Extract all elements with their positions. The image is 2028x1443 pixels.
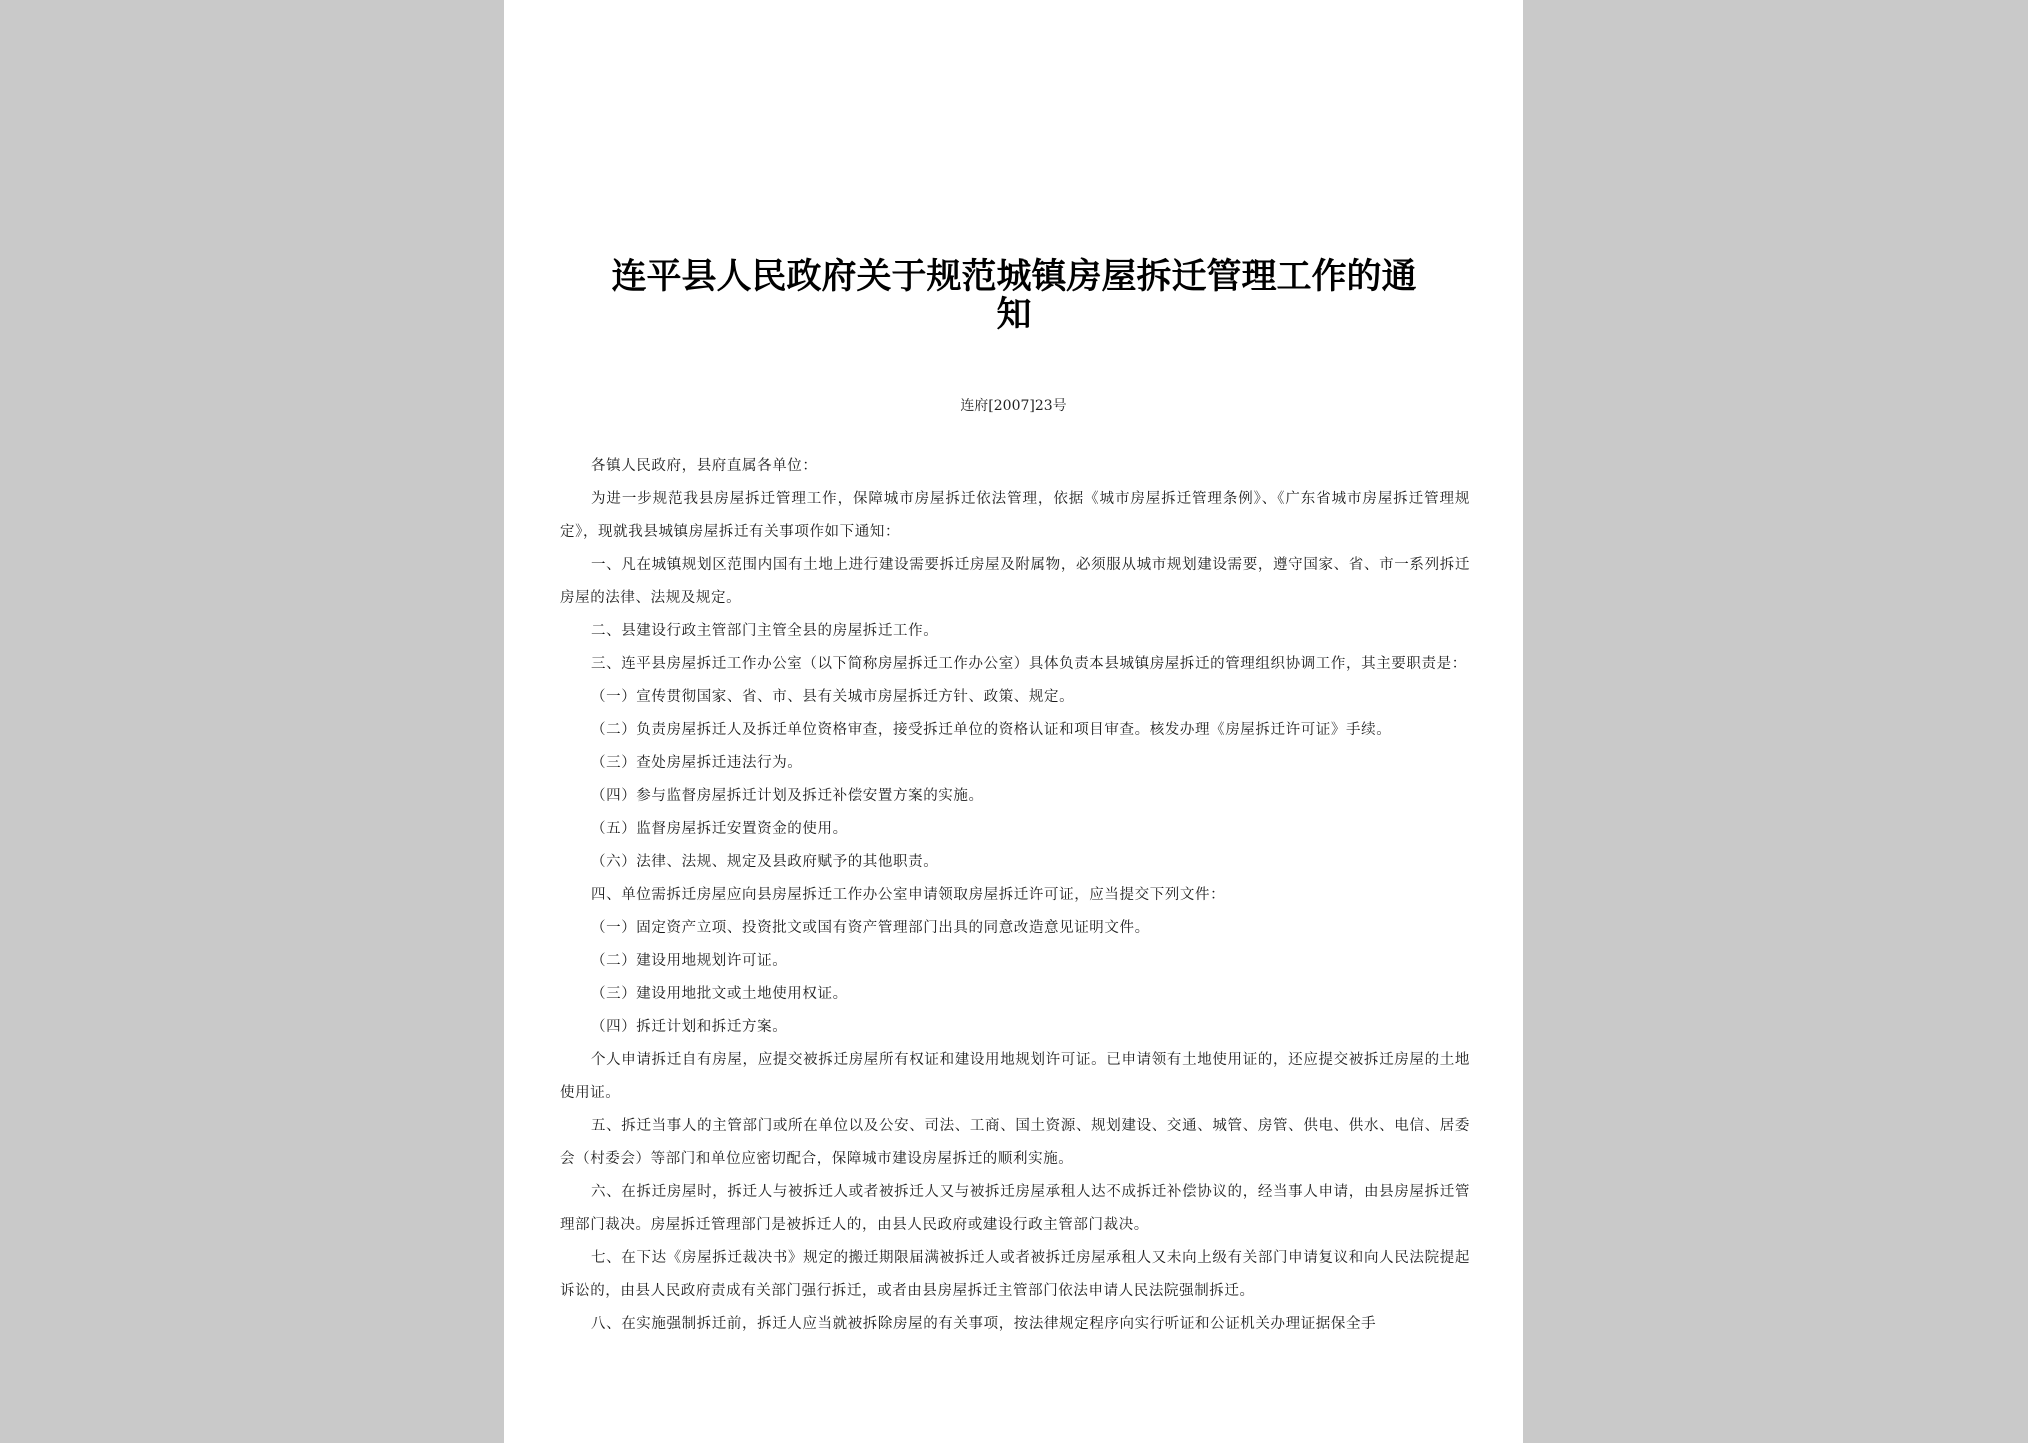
paragraph: （三）建设用地批文或土地使用权证。 xyxy=(591,986,848,1002)
paragraph: 八、在实施强制拆迁前，拆迁人应当就被拆除房屋的有关事项，按法律规定程序向实行听证和公证机关办理证据保全手 xyxy=(591,1316,1377,1332)
paragraph: （二）负责房屋拆迁人及拆迁单位资格审查，接受拆迁单位的资格认证和项目审查。核发办理《房屋拆迁许可证》手续。 xyxy=(591,722,1392,738)
paragraph: （四）拆迁计划和拆迁方案。 xyxy=(591,1019,788,1035)
paragraph: （三）查处房屋拆迁违法行为。 xyxy=(591,755,803,771)
paragraph: （六）法律、法规、规定及县政府赋予的其他职责。 xyxy=(591,854,939,870)
paragraph: 三、连平县房屋拆迁工作办公室（以下简称房屋拆迁工作办公室）具体负责本县城镇房屋拆迁的管理组织协调工作，其主要职责是： xyxy=(591,656,1467,672)
paragraph: 四、单位需拆迁房屋应向县房屋拆迁工作办公室申请领取房屋拆迁许可证，应当提交下列文件： xyxy=(591,887,1226,903)
document-body xyxy=(560,450,1470,1341)
title-line-1: 连平县人民政府关于规范城镇房屋拆迁管理工作的通 xyxy=(611,256,1417,297)
document-page xyxy=(504,0,1523,1443)
paragraph: （五）监督房屋拆迁安置资金的使用。 xyxy=(591,821,848,837)
paragraph: 六、在拆迁房屋时，拆迁人与被拆迁人或者被拆迁人又与被拆迁房屋承租人达不成拆迁补偿协议的，经当事人申请，由县房屋拆迁管理部门裁决。房屋拆迁管理部门是被拆迁人的，由县人民政府或建设行政主管部门裁决。 xyxy=(560,1184,1470,1233)
paragraph: （四）参与监督房屋拆迁计划及拆迁补偿安置方案的实施。 xyxy=(591,788,984,804)
paragraph: （一）固定资产立项、投资批文或国有资产管理部门出具的同意改造意见证明文件。 xyxy=(591,920,1150,936)
paragraph: 为进一步规范我县房屋拆迁管理工作，保障城市房屋拆迁依法管理，依据《城市房屋拆迁管理条例》、《广东省城市房屋拆迁管理规定》，现就我县城镇房屋拆迁有关事项作如下通知： xyxy=(560,491,1470,540)
paragraph: 七、在下达《房屋拆迁裁决书》规定的搬迁期限届满被拆迁人或者被拆迁房屋承租人又未向上级有关部门申请复议和向人民法院提起诉讼的，由县人民政府责成有关部门强行拆迁，或者由县房屋拆迁主管部门依法申请人民法院强制拆迁。 xyxy=(560,1250,1470,1299)
salutation: 各镇人民政府，县府直属各单位： xyxy=(591,458,818,474)
paragraph: 一、凡在城镇规划区范围内国有土地上进行建设需要拆迁房屋及附属物，必须服从城市规划建设需要，遵守国家、省、市一系列拆迁房屋的法律、法规及规定。 xyxy=(560,557,1470,606)
paragraph: 二、县建设行政主管部门主管全县的房屋拆迁工作。 xyxy=(591,623,939,639)
paragraph: （一）宣传贯彻国家、省、市、县有关城市房屋拆迁方针、政策、规定。 xyxy=(591,689,1075,705)
title-line-2: 知 xyxy=(996,294,1032,335)
paragraph: 五、拆迁当事人的主管部门或所在单位以及公安、司法、工商、国土资源、规划建设、交通、城管、房管、供电、供水、电信、居委会（村委会）等部门和单位应密切配合，保障城市建设房屋拆迁的顺利实施。 xyxy=(560,1118,1470,1167)
document-title xyxy=(594,258,1434,334)
document-number: 连府[2007]23号 xyxy=(960,398,1067,414)
paragraph: （二）建设用地规划许可证。 xyxy=(591,953,788,969)
paragraph: 个人申请拆迁自有房屋，应提交被拆迁房屋所有权证和建设用地规划许可证。已申请领有土地使用证的，还应提交被拆迁房屋的土地使用证。 xyxy=(560,1052,1470,1101)
